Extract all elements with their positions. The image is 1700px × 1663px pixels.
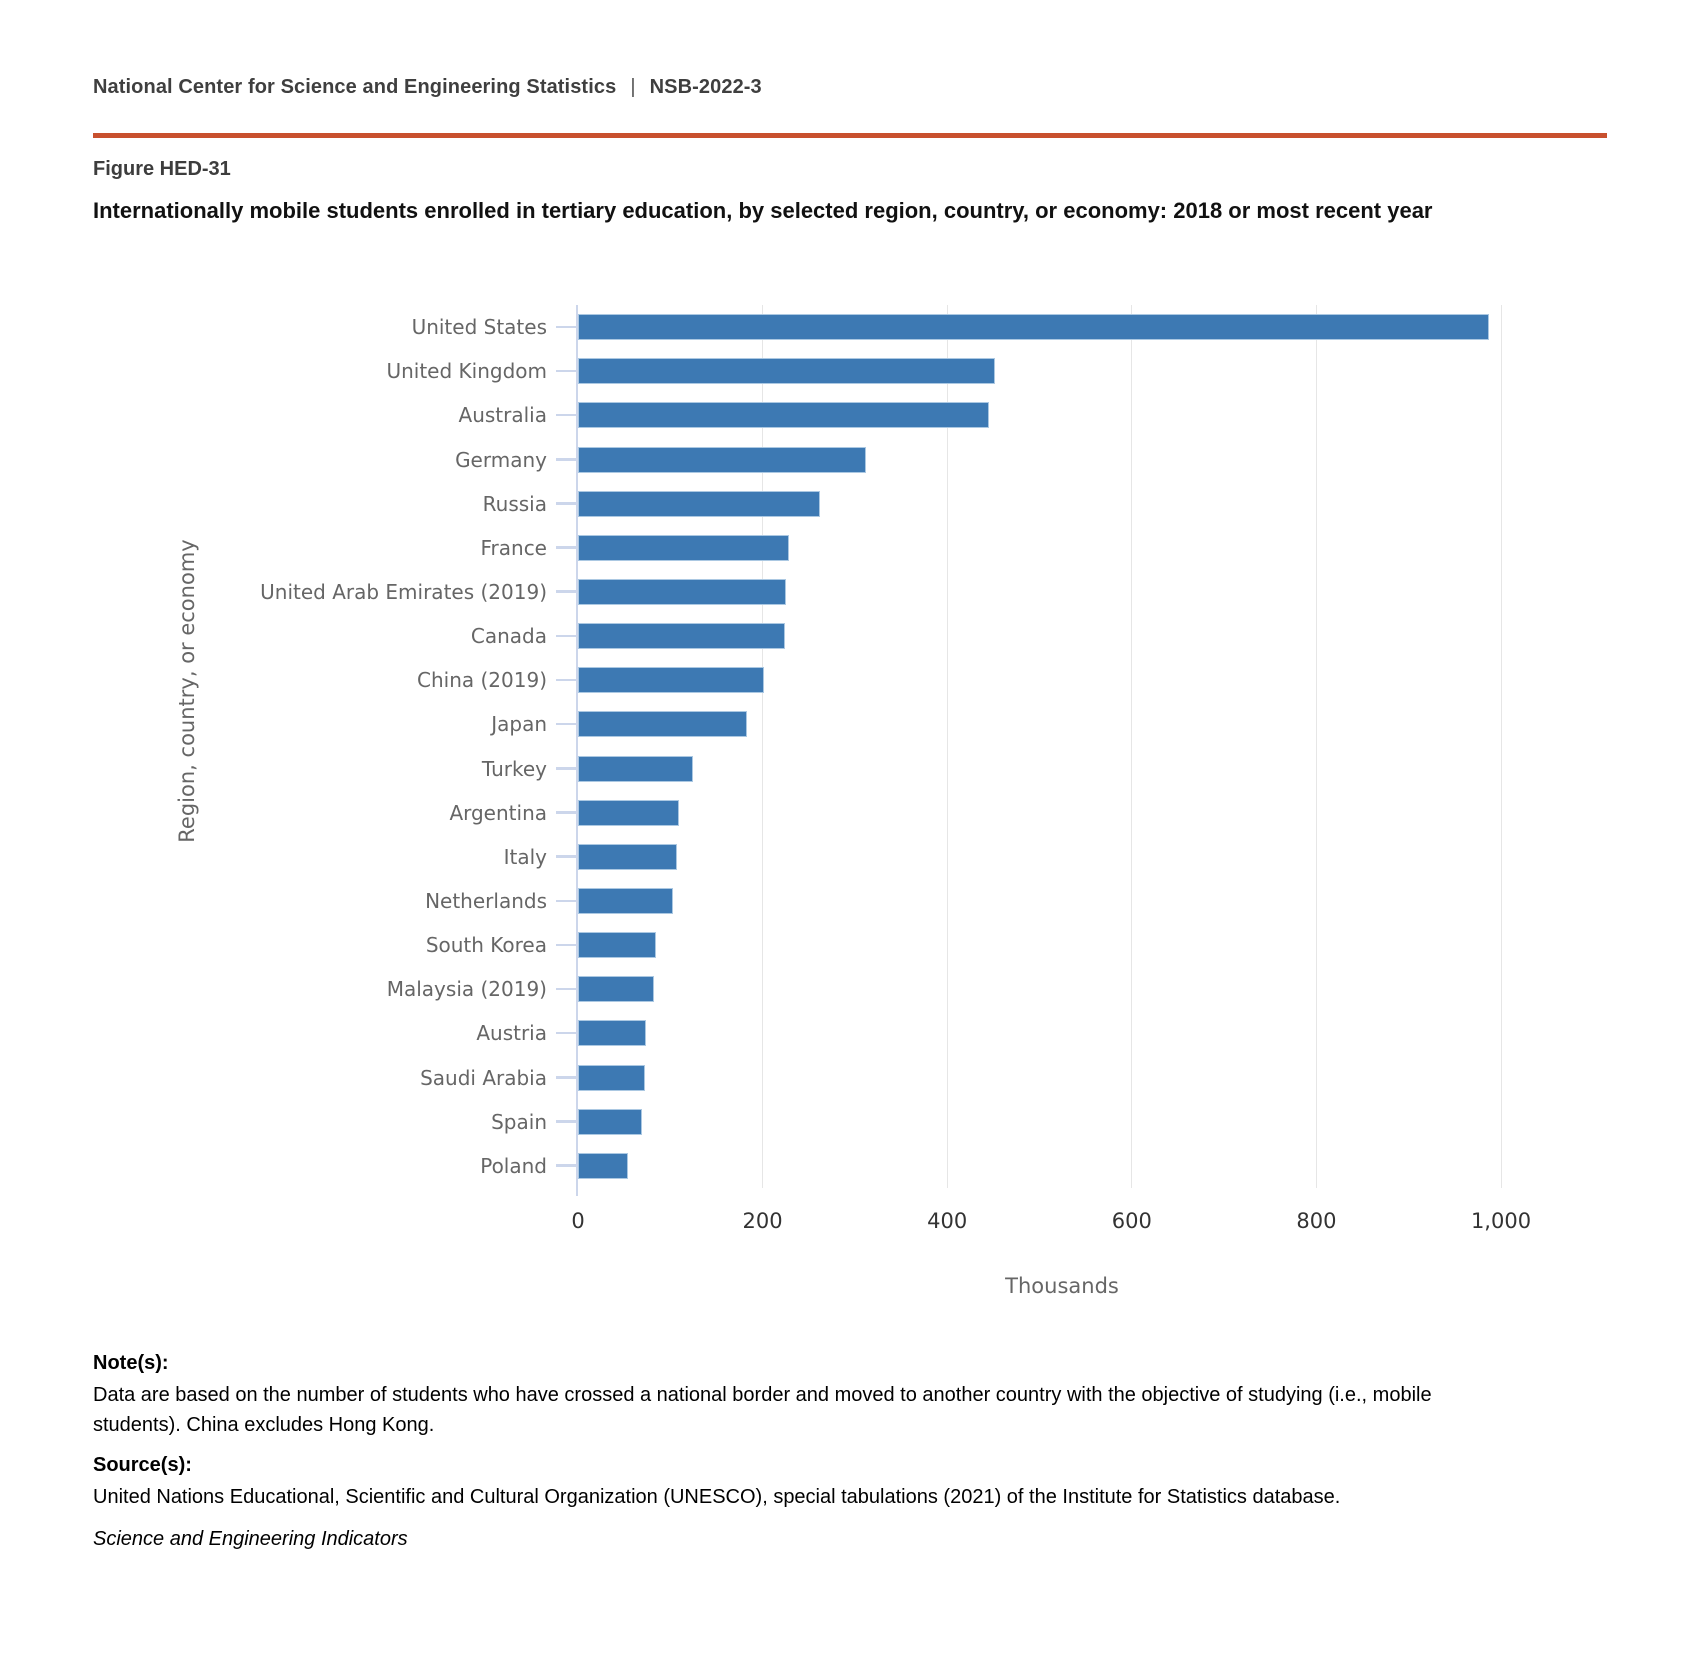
- category-label: South Korea: [425, 933, 547, 958]
- y-axis-tick: [556, 458, 577, 461]
- bar: [578, 535, 789, 561]
- category-label: United Arab Emirates (2019): [260, 579, 547, 604]
- y-axis-tick: [556, 1120, 577, 1123]
- bar: [578, 1065, 645, 1091]
- category-label: Saudi Arabia: [420, 1065, 547, 1090]
- figure-label: Figure HED-31: [93, 158, 231, 180]
- bar: [578, 447, 866, 473]
- y-axis-tick: [556, 944, 577, 947]
- bar: [578, 491, 820, 517]
- series-title: Science and Engineering Indicators: [93, 1528, 408, 1550]
- y-axis-title: Region, country, or economy: [175, 539, 199, 843]
- category-label: Japan: [491, 712, 547, 737]
- y-axis-tick: [556, 679, 577, 682]
- category-label: Poland: [480, 1153, 547, 1178]
- bar: [578, 667, 764, 693]
- category-label: Australia: [458, 403, 547, 428]
- bar: [578, 1020, 646, 1046]
- sources-body: United Nations Educational, Scientific and Cultural Organization (UNESCO), special tabulations (2021) of the Institute for Statistics database.: [93, 1486, 1341, 1508]
- category-label: Germany: [455, 447, 547, 472]
- y-axis-tick: [556, 900, 577, 903]
- y-axis-tick: [556, 1032, 577, 1035]
- x-tick-label: 800: [1296, 1209, 1337, 1233]
- figure-title: Internationally mobile students enrolled in tertiary education, by selected region, country, or economy: 2018 or most recent year: [93, 198, 1433, 223]
- x-tick-label: 200: [742, 1209, 783, 1233]
- y-axis-tick: [556, 326, 577, 329]
- sources-heading: Source(s):: [93, 1454, 192, 1476]
- x-tick-label: 0: [571, 1209, 585, 1233]
- x-tick-label: 600: [1111, 1209, 1152, 1233]
- notes-heading: Note(s):: [93, 1352, 169, 1374]
- category-label: United Kingdom: [386, 359, 547, 384]
- publisher-name: National Center for Science and Engineering Statistics: [93, 76, 617, 98]
- category-label: Canada: [470, 624, 547, 649]
- bar: [578, 976, 654, 1002]
- bar: [578, 844, 677, 870]
- bar: [578, 314, 1489, 340]
- category-label: Spain: [491, 1109, 547, 1134]
- header-separator: |: [630, 76, 636, 98]
- bar: [578, 1153, 628, 1179]
- x-gridline: [1501, 305, 1502, 1188]
- bar: [578, 932, 656, 958]
- category-label: Netherlands: [425, 889, 547, 914]
- y-axis-tick: [556, 590, 577, 593]
- category-label: China (2019): [417, 668, 547, 693]
- category-label: United States: [411, 315, 547, 340]
- x-tick-label: 1,000: [1470, 1209, 1532, 1233]
- y-axis-tick: [556, 988, 577, 991]
- y-axis-tick: [556, 502, 577, 505]
- bar: [578, 1109, 642, 1135]
- x-axis-title: Thousands: [1005, 1274, 1119, 1298]
- y-axis-line: [576, 305, 578, 1196]
- y-axis-tick: [556, 635, 577, 638]
- report-id: NSB-2022-3: [649, 76, 762, 98]
- category-label: Argentina: [449, 800, 547, 825]
- category-label: Austria: [476, 1021, 547, 1046]
- bar: [578, 623, 785, 649]
- y-axis-tick: [556, 1164, 577, 1167]
- notes-body: Data are based on the number of students who have crossed a national border and moved to another country with the objective of studying (i.e., mobile students). China excludes Hong Kong.: [93, 1384, 1432, 1436]
- category-label: Malaysia (2019): [386, 977, 547, 1002]
- y-axis-tick: [556, 414, 577, 417]
- bar: [578, 888, 673, 914]
- bar: [578, 800, 679, 826]
- bar: [578, 358, 995, 384]
- y-axis-tick: [556, 1076, 577, 1079]
- y-axis-tick: [556, 767, 577, 770]
- x-gridline: [1316, 305, 1317, 1188]
- x-tick-label: 400: [927, 1209, 968, 1233]
- category-label: Turkey: [481, 756, 547, 781]
- category-label: Italy: [503, 844, 547, 869]
- y-axis-tick: [556, 546, 577, 549]
- x-gridline: [762, 305, 763, 1188]
- y-axis-tick: [556, 811, 577, 814]
- bar: [578, 711, 747, 737]
- bar: [578, 579, 786, 605]
- category-label: France: [480, 535, 547, 560]
- bar: [578, 402, 989, 428]
- y-axis-tick: [556, 370, 577, 373]
- category-label: Russia: [482, 491, 547, 516]
- y-axis-tick: [556, 855, 577, 858]
- bar: [578, 756, 693, 782]
- x-gridline: [947, 305, 948, 1188]
- x-gridline: [1131, 305, 1132, 1188]
- y-axis-tick: [556, 723, 577, 726]
